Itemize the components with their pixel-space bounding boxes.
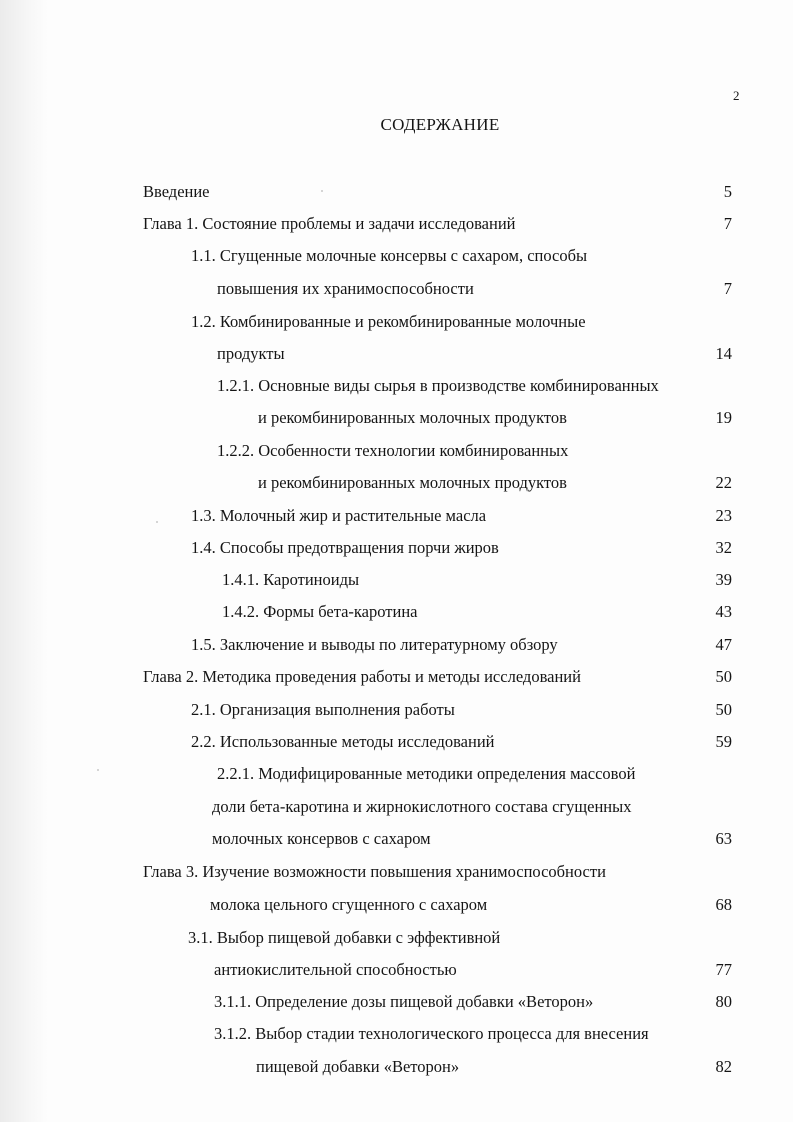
page-title: СОДЕРЖАНИЕ xyxy=(380,115,500,134)
toc-entry-text: 1.5. Заключение и выводы по литературному обзору xyxy=(191,635,558,654)
toc-entry-text: 1.4.2. Формы бета-каротина xyxy=(222,602,418,621)
scan-speck xyxy=(321,190,323,192)
toc-entry-text: доли бета-каротина и жирнокислотного состава сгущенных xyxy=(212,797,632,816)
toc-entry-text: 3.1. Выбор пищевой добавки с эффективной xyxy=(188,928,501,947)
toc-entry-text: Глава 1. Состояние проблемы и задачи исследований xyxy=(143,214,516,233)
toc-entry-text: 1.4. Способы предотвращения порчи жиров xyxy=(191,538,499,557)
toc-entry-text: антиокислительной способностью xyxy=(214,960,457,979)
toc-entry-page: 32 xyxy=(715,538,732,557)
toc-entry-page: 22 xyxy=(715,473,732,492)
toc-entry-text: и рекомбинированных молочных продуктов xyxy=(258,473,567,492)
toc-entry-text: молочных консервов с сахаром xyxy=(212,829,431,848)
toc-entry-page: 5 xyxy=(723,182,732,201)
page-number: 2 xyxy=(733,88,740,103)
toc-entry-text: 1.3. Молочный жир и растительные масла xyxy=(191,506,487,525)
toc-entry-text: 3.1.2. Выбор стадии технологического процесса для внесения xyxy=(214,1024,649,1043)
toc-entry-page: 7 xyxy=(723,214,732,233)
toc-entry-text: пищевой добавки «Веторон» xyxy=(256,1057,460,1076)
toc-entry-page: 82 xyxy=(715,1057,732,1076)
toc-entry-text: Глава 3. Изучение возможности повышения хранимоспособности xyxy=(143,862,606,881)
toc-entry-text: 1.2.2. Особенности технологии комбинированных xyxy=(217,441,569,460)
toc-entry-page: 50 xyxy=(715,667,732,686)
toc-entry-text: 2.2.1. Модифицированные методики определения массовой xyxy=(217,764,636,783)
toc-entry-page: 39 xyxy=(715,570,732,589)
toc-entry-page: 50 xyxy=(715,700,732,719)
toc-entry-page: 59 xyxy=(715,732,732,751)
toc-entry-text: повышения их хранимоспособности xyxy=(217,279,474,298)
toc-entry-text: молока цельного сгущенного с сахаром xyxy=(210,895,488,914)
scan-speck xyxy=(156,521,158,523)
toc-entry-page: 19 xyxy=(715,408,732,427)
toc-entry-text: 1.2.1. Основные виды сырья в производстве комбинированных xyxy=(217,376,659,395)
toc-entry-text: 2.1. Организация выполнения работы xyxy=(191,700,455,719)
scan-speck xyxy=(97,769,99,771)
toc-entry-page: 23 xyxy=(715,506,732,525)
toc-entry-page: 80 xyxy=(715,992,732,1011)
toc-entry-text: 1.4.1. Каротиноиды xyxy=(222,570,360,589)
toc-entry-text: и рекомбинированных молочных продуктов xyxy=(258,408,567,427)
toc-entry-text: 1.2. Комбинированные и рекомбинированные молочные xyxy=(191,312,586,331)
toc-entry-page: 68 xyxy=(715,895,732,914)
toc-entry-page: 77 xyxy=(715,960,732,979)
toc-entry-text: Введение xyxy=(143,182,210,201)
toc-entry-page: 47 xyxy=(715,635,732,654)
toc-entry-text: 1.1. Сгущенные молочные консервы с сахаром, способы xyxy=(191,246,588,265)
toc-entry-text: 3.1.1. Определение дозы пищевой добавки «Веторон» xyxy=(214,992,594,1011)
toc-entry-text: продукты xyxy=(217,344,285,363)
toc-entry-page: 7 xyxy=(723,279,732,298)
toc-entry-text: 2.2. Использованные методы исследований xyxy=(191,732,495,751)
toc-entry-text: Глава 2. Методика проведения работы и методы исследований xyxy=(143,667,581,686)
toc-entry-page: 14 xyxy=(715,344,732,363)
toc-entry-page: 43 xyxy=(715,602,732,621)
toc-entry-page: 63 xyxy=(715,829,732,848)
